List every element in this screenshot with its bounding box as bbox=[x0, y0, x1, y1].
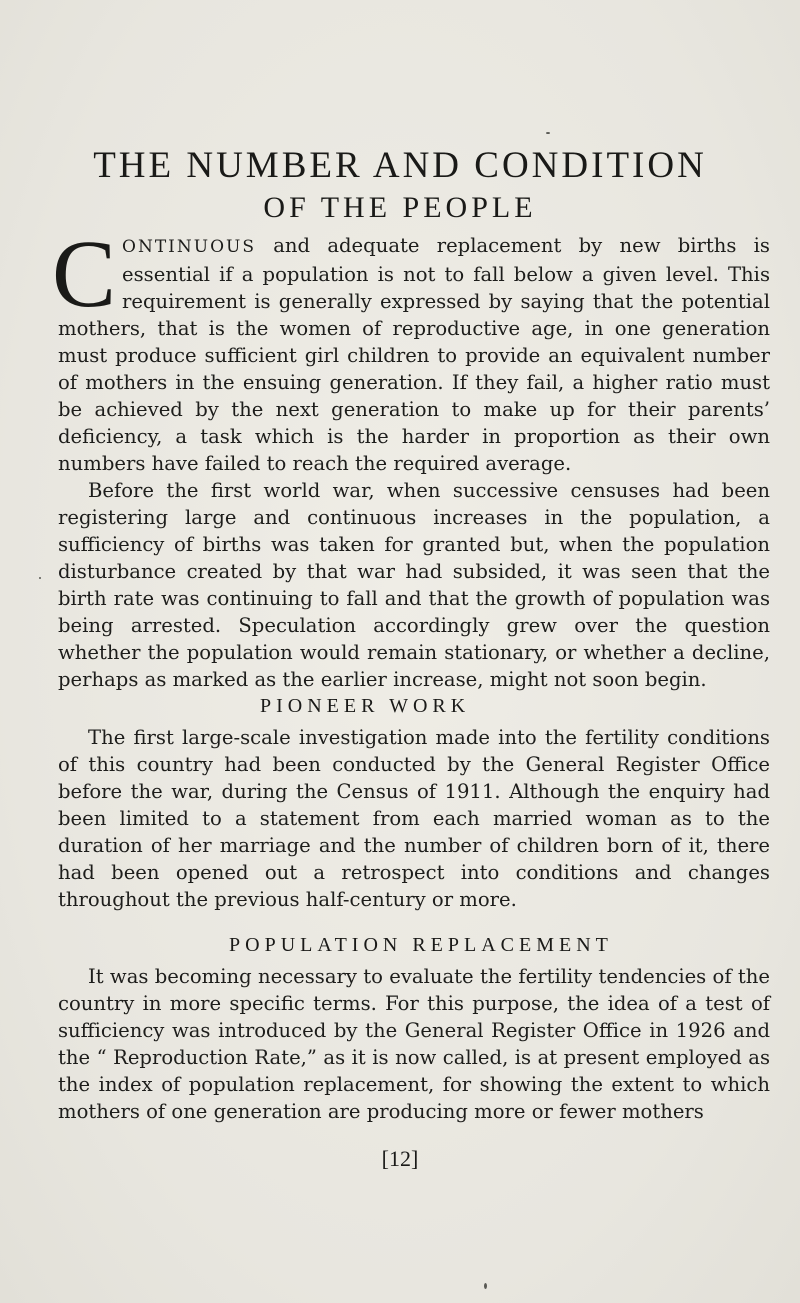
opening-paragraph-text: and adequate replacement by new births is essential if a population is not to fall below a given level. This requirement is generally expressed by saying that the potential mothers, that is the women of reproductive age, in one generation must produce sufficient girl children to provide an equivalent number of mothers in the ensuing generation. If they fail, a higher ratio must be achieved by the next generation to make up for their parents’ deficiency, a task which is the harder in proportion as their own numbers have failed to reach the required average. bbox=[58, 234, 770, 475]
chapter-title-line-1: THE NUMBER AND CONDITION bbox=[93, 145, 707, 186]
opening-lead-word: ONTINUOUS bbox=[122, 237, 257, 257]
pioneer-work-paragraph: The first large-scale investigation made into the fertility conditions of this country had been conducted by the General Register Office before the war, during the Census of 1911. Although the enquiry had been limited to a statement from each married woman as to the duration of her marriage and the number of children born of it, there had been opened out a retrospect into conditions and changes throughout the previous half-century or more. bbox=[58, 726, 770, 911]
page-number: [12] bbox=[381, 1146, 419, 1171]
pioneer-work-text bbox=[58, 724, 770, 913]
second-paragraph: Before the first world war, when successive censuses had been registering large and continuous increases in the population, a sufficiency of births was taken for granted but, when the population disturbance created by that war had subsided, it was seen that the birth rate was continuing to fall and that the growth of population was being arrested. Speculation accordingly grew over the question whether the population would remain stationary, or whether a decline, perhaps as marked as the earlier increase, might not soon begin. bbox=[58, 479, 770, 691]
section-heading-population-replacement: POPULATION REPLACEMENT bbox=[229, 934, 613, 956]
paper-speck bbox=[39, 577, 41, 579]
opening-text bbox=[52, 220, 770, 693]
section-heading-pioneer-work: PIONEER WORK bbox=[260, 695, 471, 717]
paper-speck bbox=[546, 132, 550, 134]
opening-paragraph bbox=[52, 220, 770, 477]
population-replacement-text bbox=[58, 963, 770, 1125]
paper-speck bbox=[484, 1283, 487, 1289]
drop-cap: C bbox=[52, 220, 117, 327]
chapter-title-line-2: OF THE PEOPLE bbox=[263, 191, 537, 224]
population-replacement-paragraph: It was becoming necessary to evaluate the fertility tendencies of the country in more specific terms. For this purpose, the idea of a test of sufficiency was introduced by the General Register Office in 1926 and the “ Reproduction Rate,” as it is now called, is at present employed as the index of population replacement, for showing the extent to which mothers of one generation are producing more or fewer mothers bbox=[58, 965, 770, 1123]
